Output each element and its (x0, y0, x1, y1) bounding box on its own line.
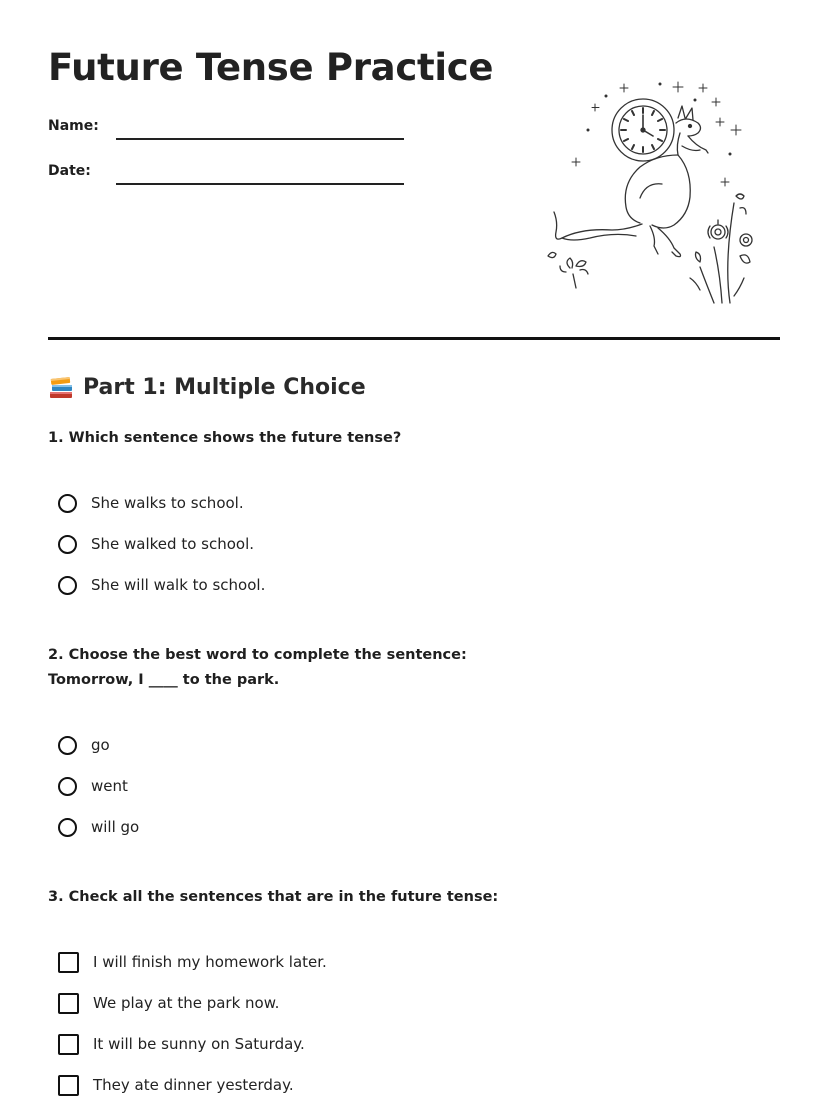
question-1-option-b[interactable] (58, 532, 254, 556)
part1-heading (48, 374, 366, 400)
name-label: Name: (48, 118, 99, 134)
date-label: Date: (48, 163, 91, 179)
radio-button[interactable] (58, 576, 77, 595)
name-line[interactable] (116, 138, 404, 140)
question-1-option-a[interactable] (58, 491, 244, 515)
option-label: We play at the park now. (93, 994, 280, 1012)
radio-button[interactable] (58, 535, 77, 554)
option-label: went (91, 777, 128, 795)
option-label: She will walk to school. (91, 576, 266, 594)
date-line[interactable] (116, 183, 404, 185)
option-label: I will finish my homework later. (93, 953, 327, 971)
checkbox[interactable] (58, 1075, 79, 1096)
option-label: She walked to school. (91, 535, 255, 553)
checkbox[interactable] (58, 993, 79, 1014)
question-2-option-a[interactable] (58, 733, 110, 757)
part1-heading-text: Part 1: Multiple Choice (83, 374, 366, 400)
question-2-option-b[interactable] (58, 774, 128, 798)
radio-button[interactable] (58, 818, 77, 837)
question-2-prompt (48, 643, 467, 693)
question-2-prompt-line2: Tomorrow, I ____ to the park. (48, 672, 280, 688)
radio-button[interactable] (58, 494, 77, 513)
kangaroo-clock-illustration (540, 78, 770, 306)
radio-button[interactable] (58, 777, 77, 796)
question-3-option-d[interactable] (58, 1073, 294, 1097)
question-3-prompt: 3. Check all the sentences that are in the future tense: (48, 889, 499, 905)
option-label: She walks to school. (91, 494, 244, 512)
question-2-option-c[interactable] (58, 815, 139, 839)
option-label: will go (91, 818, 140, 836)
worksheet-title: Future Tense Practice (48, 46, 494, 89)
checkbox[interactable] (58, 952, 79, 973)
books-icon (48, 374, 74, 400)
question-3-option-b[interactable] (58, 991, 279, 1015)
question-1-option-c[interactable] (58, 573, 265, 597)
question-2-prompt-line1: 2. Choose the best word to complete the sentence: (48, 647, 467, 663)
question-3-option-c[interactable] (58, 1032, 305, 1056)
question-3-option-a[interactable] (58, 950, 327, 974)
option-label: It will be sunny on Saturday. (93, 1035, 305, 1053)
radio-button[interactable] (58, 736, 77, 755)
option-label: go (91, 736, 110, 754)
section-divider (48, 337, 780, 340)
question-1-prompt: 1. Which sentence shows the future tense? (48, 430, 402, 446)
option-label: They ate dinner yesterday. (93, 1076, 294, 1094)
checkbox[interactable] (58, 1034, 79, 1055)
